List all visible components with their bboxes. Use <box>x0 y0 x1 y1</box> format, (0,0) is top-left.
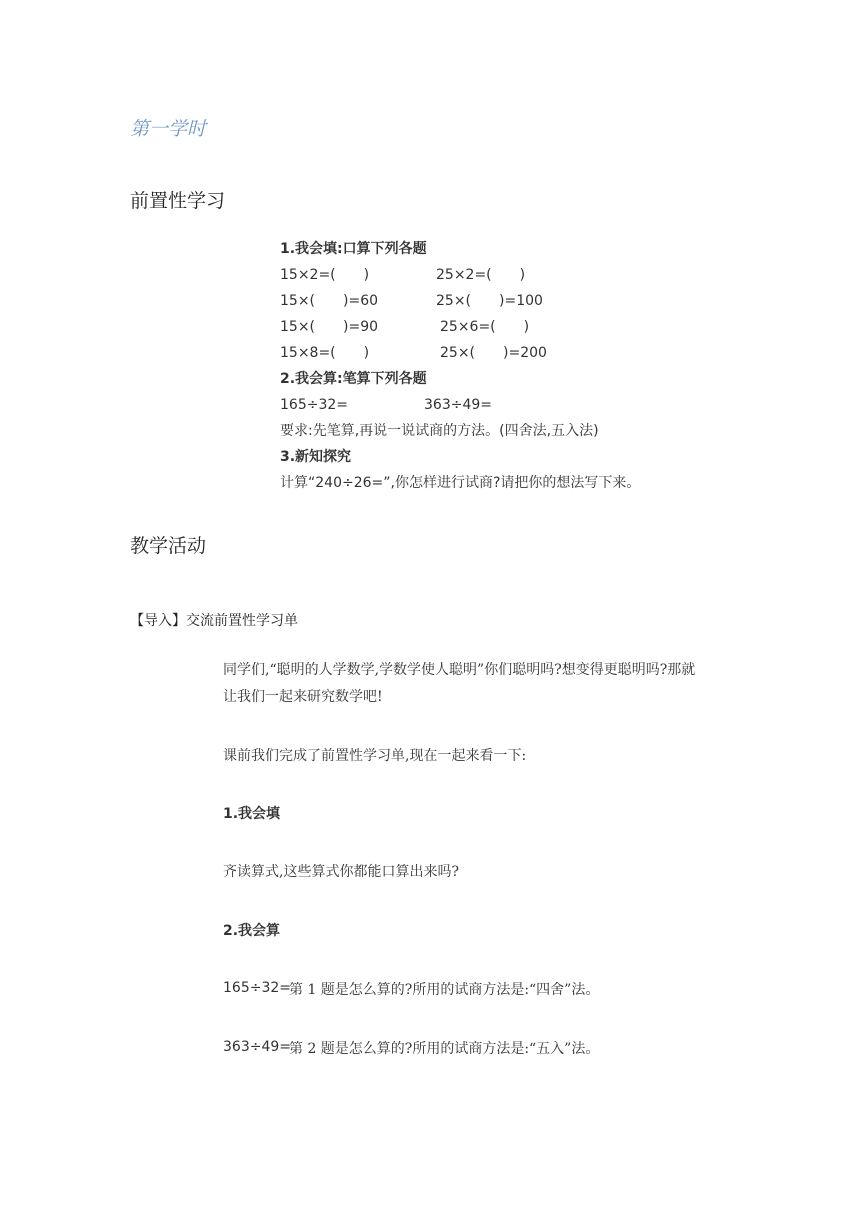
q1-title: 1.我会填:口算下列各题 <box>280 241 427 257</box>
q1-row3-left: 15×( )=90 <box>280 319 379 335</box>
q1-row4-left: 15×8=( ) <box>280 345 370 361</box>
calc2-expr: 363÷49= <box>223 1039 291 1055</box>
lesson-title: 第一学时 <box>130 118 207 140</box>
q1-row2-right: 25×( )=100 <box>436 293 543 309</box>
para2: 课前我们完成了前置性学习单,现在一起来看一下: <box>223 748 527 764</box>
q1-row1-right: 25×2=( ) <box>436 267 526 283</box>
para1-line2: 让我们一起来研究数学吧! <box>223 689 383 705</box>
q1-row1-left: 15×2=( ) <box>280 267 370 283</box>
q3-text: 计算“240÷26=”,你怎样进行试商?请把你的想法写下来。 <box>280 475 641 491</box>
q2-item2: 363÷49= <box>424 397 492 413</box>
q1-row4-right: 25×( )=200 <box>440 345 547 361</box>
para1-line1: 同学们,“聪明的人学数学,学数学使人聪明”你们聪明吗?想变得更聪明吗?那就 <box>223 662 696 678</box>
q3-title: 3.新知探究 <box>280 449 352 465</box>
sub2-heading: 2.我会算 <box>223 923 281 939</box>
calc2-text: 第 2 题是怎么算的?所用的试商方法是:“五入”法。 <box>289 1041 600 1057</box>
calc1-expr: 165÷32= <box>223 980 291 996</box>
calc1-text: 第 1 题是怎么算的?所用的试商方法是:“四舍”法。 <box>289 982 600 998</box>
q1-row3-right: 25×6=( ) <box>440 319 530 335</box>
q2-requirement: 要求:先笔算,再说一说试商的方法。(四舍法,五入法) <box>280 423 599 439</box>
activities-heading: 教学活动 <box>130 535 207 557</box>
sub1-text: 齐读算式,这些算式你都能口算出来吗? <box>223 864 459 880</box>
sub1-heading: 1.我会填 <box>223 806 281 822</box>
q1-row2-left: 15×( )=60 <box>280 293 379 309</box>
pre-study-heading: 前置性学习 <box>130 190 226 212</box>
intro-label: 【导入】交流前置性学习单 <box>130 613 298 629</box>
q2-item1: 165÷32= <box>280 397 348 413</box>
q2-title: 2.我会算:笔算下列各题 <box>280 371 427 387</box>
